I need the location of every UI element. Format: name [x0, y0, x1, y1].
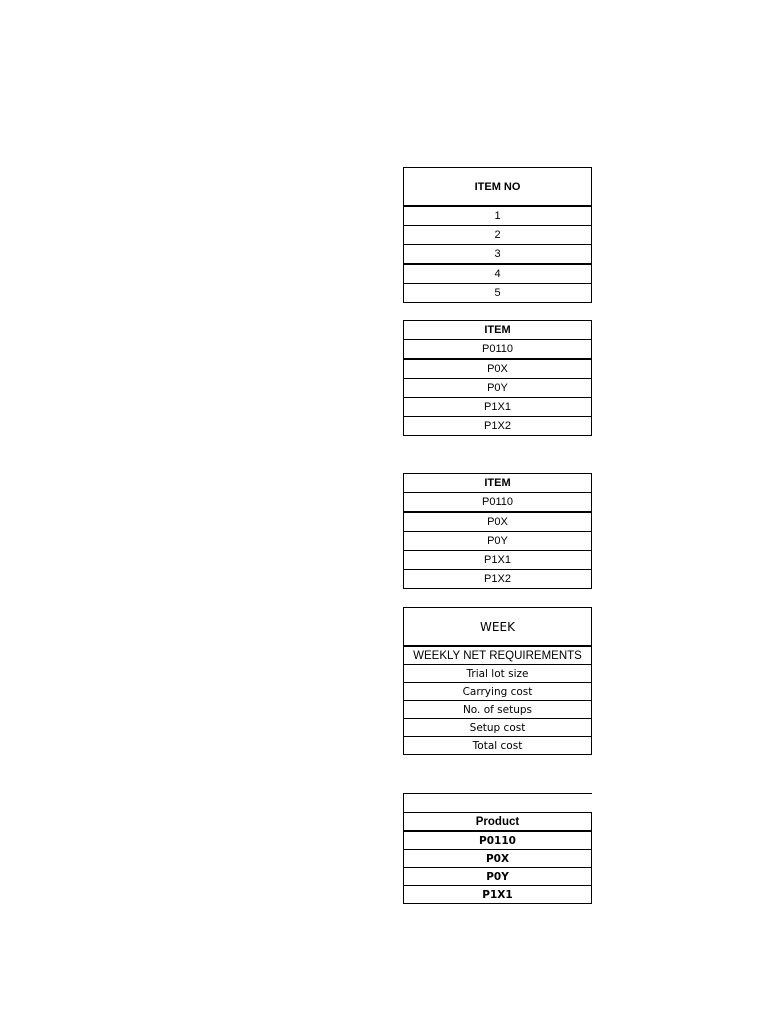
- product-cell: P1X1: [404, 886, 592, 904]
- item-table-2-cell: P1X1: [404, 551, 592, 570]
- item-no-cell: 1: [404, 206, 592, 226]
- week-row-label: Carrying cost: [404, 683, 592, 701]
- item-table-2: [403, 473, 592, 589]
- week-table: [403, 607, 592, 755]
- item-table-1-cell: P1X1: [404, 398, 592, 417]
- item-no-cell: 2: [404, 226, 592, 245]
- product-cell: P0X: [404, 850, 592, 868]
- item-table-2-cell: P0X: [404, 512, 592, 532]
- product-cell: P0110: [404, 831, 592, 850]
- item-no-cell: 5: [404, 284, 592, 303]
- week-row-label: Setup cost: [404, 719, 592, 737]
- item-table-2-cell: P0Y: [404, 532, 592, 551]
- week-row-label: Trial lot size: [404, 665, 592, 683]
- item-table-1-cell: P0X: [404, 359, 592, 379]
- product-header: Product: [404, 813, 592, 832]
- item-table-1-cell: P1X2: [404, 417, 592, 436]
- item-table-2-cell: P1X2: [404, 570, 592, 589]
- item-table-1-cell: P0110: [404, 340, 592, 360]
- item-table-1: [403, 320, 592, 436]
- week-row-label: WEEKLY NET REQUIREMENTS: [404, 646, 592, 665]
- item-no-header: ITEM NO: [404, 168, 592, 207]
- item-no-table: [403, 167, 592, 303]
- item-table-1-cell: P0Y: [404, 379, 592, 398]
- product-cell: P0Y: [404, 868, 592, 886]
- product-table: [403, 793, 592, 904]
- week-row-label: No. of setups: [404, 701, 592, 719]
- item-table-2-cell: P0110: [404, 493, 592, 513]
- week-row-label: Total cost: [404, 737, 592, 755]
- item-table-2-header: ITEM: [404, 474, 592, 493]
- week-header: WEEK: [404, 608, 592, 647]
- item-table-1-header: ITEM: [404, 321, 592, 340]
- item-no-cell: 3: [404, 245, 592, 265]
- product-table-blank-row: [404, 794, 592, 813]
- item-no-cell: 4: [404, 264, 592, 284]
